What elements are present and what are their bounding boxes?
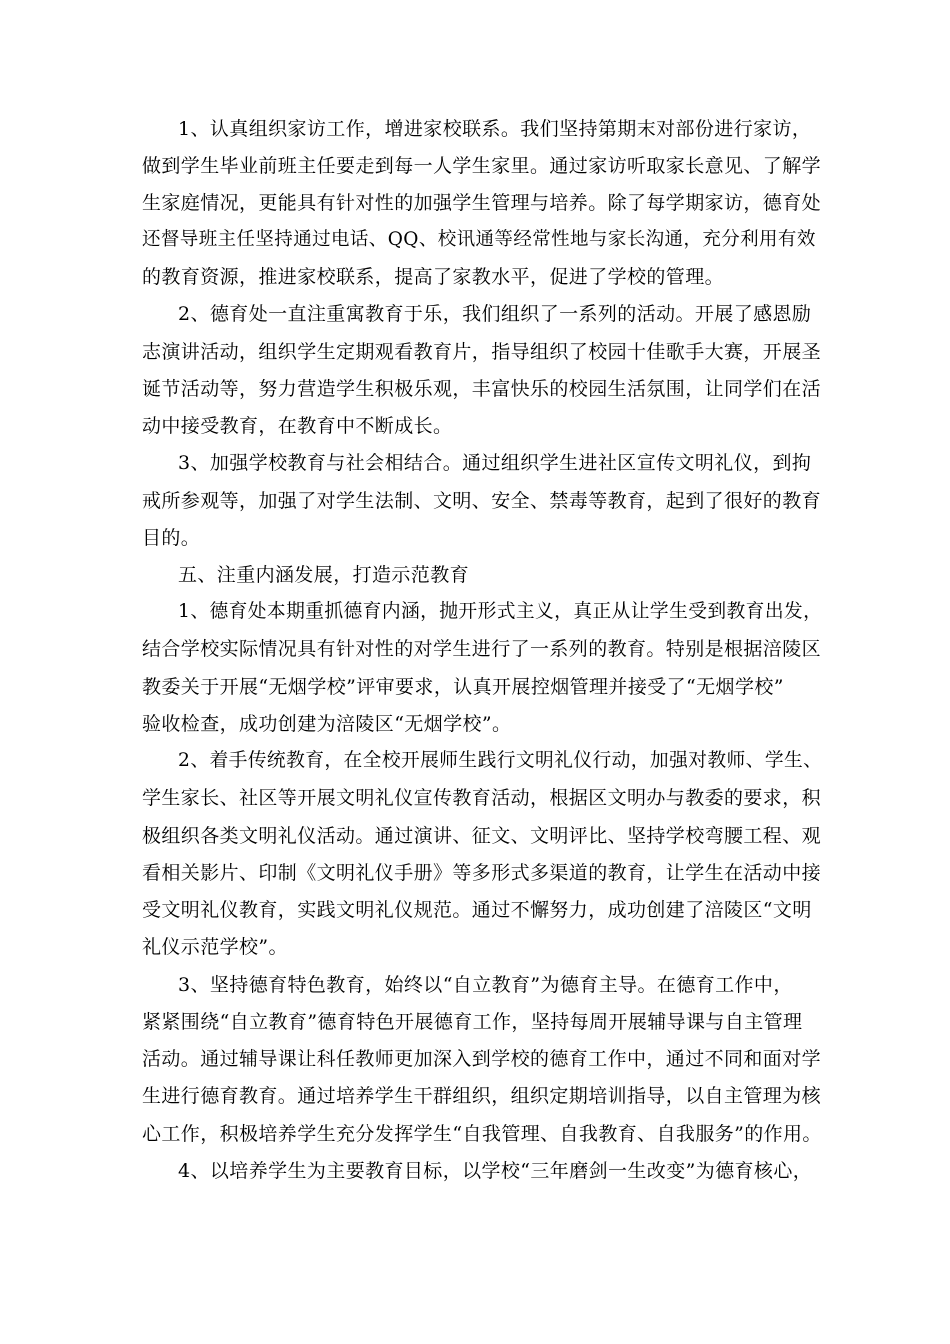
section-heading: 五、注重内涵发展，打造示范教育 xyxy=(178,564,470,586)
text-line: 诞节活动等，努力营造学生积极乐观，丰富快乐的校园生活氛围，让同学们在活 xyxy=(142,378,822,400)
text-line: 1、认真组织家访工作，增进家校联系。我们坚持第期末对部份进行家访， xyxy=(178,118,812,140)
text-line: 4、以培养学生为主要教育目标，以学校“三年磨剑一生改变”为德育核心， xyxy=(178,1160,813,1182)
text-line: 戒所参观等，加强了对学生法制、文明、安全、禁毒等教育，起到了很好的教育 xyxy=(142,490,822,512)
text-line: 做到学生毕业前班主任要走到每一人学生家里。通过家访听取家长意见、了解学 xyxy=(142,155,822,177)
text-line: 紧紧围绕“自立教育”德育特色开展德育工作，坚持每周开展辅导课与自主管理 xyxy=(142,1011,803,1033)
text-line: 结合学校实际情况具有针对性的对学生进行了一系列的教育。特别是根据涪陵区 xyxy=(142,638,822,660)
text-line: 动中接受教育，在教育中不断成长。 xyxy=(142,415,453,437)
text-line: 学生家长、社区等开展文明礼仪宣传教育活动，根据区文明办与教委的要求，积 xyxy=(142,787,822,809)
text-line: 的教育资源，推进家校联系，提高了家教水平，促进了学校的管理。 xyxy=(142,266,725,288)
text-line: 还督导班主任坚持通过电话、QQ、校讯通等经常性地与家长沟通，充分利用有效 xyxy=(142,229,816,250)
text-line: 目的。 xyxy=(142,527,201,549)
text-line: 礼仪示范学校”。 xyxy=(142,936,288,958)
text-line: 活动。通过辅导课让科任教师更加深入到学校的德育工作中，通过不同和面对学 xyxy=(142,1048,822,1070)
text-line: 3、坚持德育特色教育，始终以“自立教育”为德育主导。在德育工作中， xyxy=(178,974,793,996)
text-line: 2、德育处一直注重寓教育于乐，我们组织了一系列的活动。开展了感恩励 xyxy=(178,303,812,325)
text-line: 生进行德育教育。通过培养学生干群组织，组织定期培训指导，以自主管理为核 xyxy=(142,1085,822,1107)
text-line: 教委关于开展“无烟学校”评审要求，认真开展控烟管理并接受了“无烟学校” xyxy=(142,676,784,698)
text-line: 1、德育处本期重抓德育内涵，抛开形式主义，真正从让学生受到教育出发， xyxy=(178,601,823,622)
text-line: 生家庭情况，更能具有针对性的加强学生管理与培养。除了每学期家访，德育处 xyxy=(142,192,822,214)
text-line: 志演讲活动，组织学生定期观看教育片，指导组织了校园十佳歌手大赛，开展圣 xyxy=(142,341,822,363)
text-line: 看相关影片、印制《文明礼仪手册》等多形式多渠道的教育，让学生在活动中接 xyxy=(142,862,822,884)
text-line: 受文明礼仪教育，实践文明礼仪规范。通过不懈努力，成功创建了涪陵区“文明 xyxy=(142,899,812,921)
text-line: 极组织各类文明礼仪活动。通过演讲、征文、文明评比、坚持学校弯腰工程、观 xyxy=(142,825,822,847)
text-line: 2、着手传统教育，在全校开展师生践行文明礼仪行动，加强对教师、学生、 xyxy=(178,750,823,771)
text-line: 心工作，积极培养学生充分发挥学生“自我管理、自我教育、自我服务”的作用。 xyxy=(142,1123,822,1145)
text-line: 验收检查，成功创建为涪陵区“无烟学校”。 xyxy=(142,713,512,735)
text-line: 3、加强学校教育与社会相结合。通过组织学生进社区宣传文明礼仪，到拘 xyxy=(178,452,812,474)
